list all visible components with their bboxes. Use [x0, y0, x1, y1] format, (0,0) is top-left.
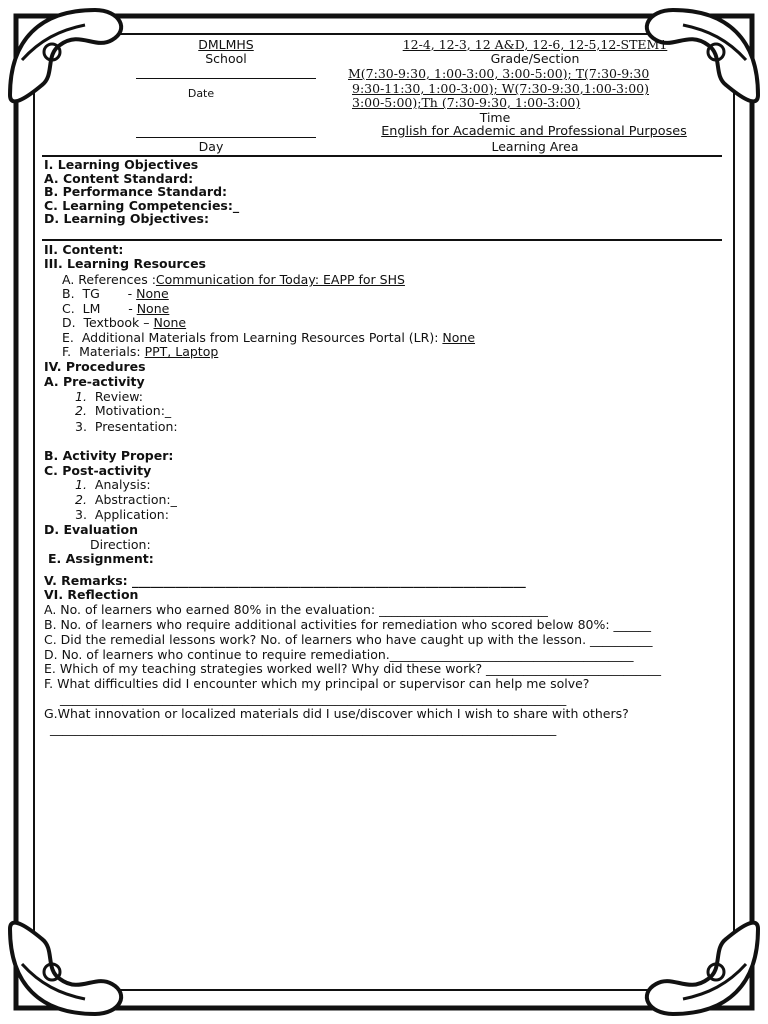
- reflection-f: F. What difficulties did I encounter which my principal or supervisor can help me solve?: [44, 676, 590, 691]
- resource-references: A. References :Communication for Today: EAPP for SHS: [62, 272, 405, 287]
- post-activity-item-analysis: 1. Analysis:: [75, 477, 151, 492]
- reflection-d: D. No. of learners who continue to require remediation._______________________________________: [44, 647, 634, 662]
- reflection-e: E. Which of my teaching strategies worked well? Why did these work? ____________________________: [44, 661, 662, 676]
- reflection-title: VI. Reflection: [44, 587, 139, 602]
- objectives-divider: [42, 239, 722, 241]
- learning-competencies: C. Learning Competencies:_: [44, 198, 240, 213]
- resource-lm: C. LM - None: [62, 301, 170, 316]
- reflection-g-answer-line: _________________________________________________________________________________: [50, 721, 557, 736]
- assignment-title: E. Assignment:: [48, 551, 154, 566]
- pre-activity-item-motivation: 2. Motivation:_: [75, 403, 172, 418]
- reflection-f-answer-line: _________________________________________________________________________________: [60, 691, 567, 706]
- post-activity-item-application: 3. Application:: [75, 507, 169, 522]
- procedures-title: IV. Procedures: [44, 359, 146, 374]
- reflection-c: C. Did the remedial lessons work? No. of learners who have caught up with the lesson. __________: [44, 632, 653, 647]
- post-activity-item-abstraction: 2. Abstraction:_: [75, 492, 177, 507]
- grade-section-value: 12-4, 12-3, 12 A&D, 12-6, 12-5,12-STEM1: [402, 37, 668, 52]
- reflection-a: A. No. of learners who earned 80% in the evaluation: ___________________________: [44, 602, 548, 617]
- resource-materials: F. Materials: PPT, Laptop: [62, 344, 219, 359]
- evaluation-direction: Direction:: [90, 537, 151, 552]
- time-line-3: 3:00-5:00);Th (7:30-9:30, 1:00-3:00): [352, 95, 581, 110]
- learning-area-label: Learning Area: [491, 139, 579, 154]
- date-line: [136, 78, 316, 79]
- content-standard: A. Content Standard:: [44, 171, 194, 186]
- learning-objectives: D. Learning Objectives:: [44, 211, 209, 226]
- activity-proper: B. Activity Proper:: [44, 448, 174, 463]
- pre-activity-item-review: 1. Review:: [75, 389, 144, 404]
- time-line-1: M(7:30-9:30, 1:00-3:00, 3:00-5:00); T(7:30-9:30: [348, 66, 650, 81]
- resource-textbook: D. Textbook – None: [62, 315, 187, 330]
- post-activity-title: C. Post-activity: [44, 463, 152, 478]
- day-label: Day: [198, 139, 224, 154]
- school-value: DMLMHS: [198, 37, 254, 52]
- performance-standard: B. Performance Standard:: [44, 184, 228, 199]
- remarks: V. Remarks: _______________________________________________________________: [44, 573, 526, 588]
- reflection-b: B. No. of learners who require additional activities for remediation who scored below 80%: ______: [44, 617, 652, 632]
- evaluation-title: D. Evaluation: [44, 522, 138, 537]
- time-label: Time: [479, 110, 511, 125]
- learning-area-value: English for Academic and Professional Purposes: [381, 124, 687, 139]
- objectives-title: I. Learning Objectives: [44, 157, 199, 172]
- resources-title: III. Learning Resources: [44, 256, 206, 271]
- day-line: [136, 137, 316, 138]
- reflection-g: G.What innovation or localized materials did I use/discover which I wish to share with others?: [44, 706, 629, 721]
- time-line-2: 9:30-11:30, 1:00-3:00); W(7:30-9:30,1:00-3:00): [352, 81, 649, 96]
- resource-additional-materials: E. Additional Materials from Learning Resources Portal (LR): None: [62, 330, 476, 345]
- resource-tg: B. TG - None: [62, 286, 169, 301]
- date-label: Date: [187, 87, 215, 100]
- grade-section-label: Grade/Section: [490, 51, 580, 66]
- school-label: School: [205, 51, 247, 66]
- pre-activity-item-presentation: 3. Presentation:: [75, 419, 178, 434]
- content-title: II. Content:: [44, 242, 124, 257]
- pre-activity-title: A. Pre-activity: [44, 374, 145, 389]
